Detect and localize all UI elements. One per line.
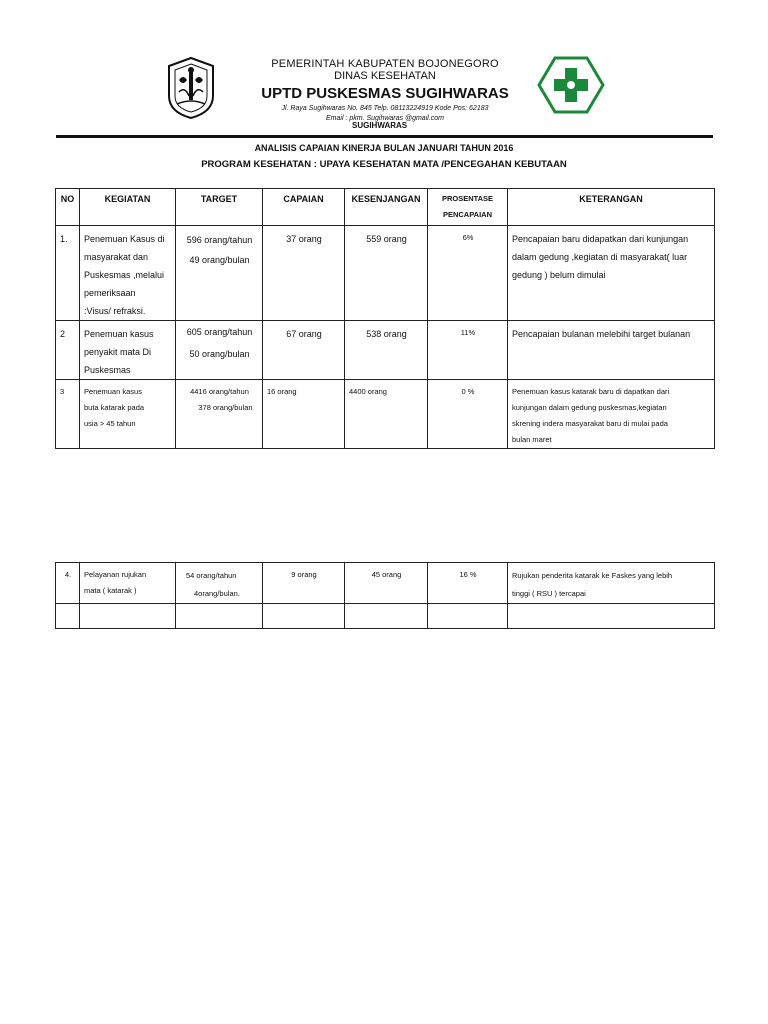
row3-keterangan xyxy=(508,380,715,449)
row4-target-month: 4orang/bulan. xyxy=(194,589,240,598)
row1-kegiatan-line: masyarakat dan xyxy=(84,252,149,262)
row1-kegiatan-line: Penemuan Kasus di xyxy=(84,234,165,244)
header-keterangan: KETERANGAN xyxy=(508,189,715,226)
row1-capaian: 37 orang xyxy=(263,226,345,321)
table-header-row xyxy=(56,189,715,226)
row1-keterangan-line: Pencapaian baru didapatkan dari kunjungan xyxy=(512,234,689,244)
row2-keterangan xyxy=(508,321,715,380)
row4-no: 4. xyxy=(56,563,80,604)
row4-kegiatan xyxy=(80,563,176,604)
empty-cell xyxy=(176,604,263,629)
empty-cell xyxy=(428,604,508,629)
row1-prosentase: 6% xyxy=(428,226,508,321)
row4-kesenjangan: 45 orang xyxy=(345,563,428,604)
header-kegiatan: KEGIATAN xyxy=(80,189,176,226)
row3-kegiatan xyxy=(80,380,176,449)
empty-cell xyxy=(508,604,715,629)
header-divider xyxy=(56,135,713,138)
performance-table-continued xyxy=(55,562,715,629)
header-capaian: CAPAIAN xyxy=(263,189,345,226)
row2-kegiatan-line: Penemuan kasus xyxy=(84,329,154,339)
row1-target-month: 49 orang/bulan xyxy=(189,255,250,265)
row1-keterangan-line: gedung ) belum dimulai xyxy=(512,270,606,280)
row1-kegiatan xyxy=(80,226,176,321)
row2-capaian: 67 orang xyxy=(263,321,345,380)
letterhead xyxy=(230,58,540,124)
header-email: Email : pkm. Sugihwaras @gmail.com xyxy=(326,115,444,122)
header-town: SUGIHWARAS xyxy=(352,121,408,130)
row2-target-year: 605 orang/tahun xyxy=(186,327,253,337)
header-prosentase-line2: PENCAPAIAN xyxy=(442,210,493,219)
row4-target xyxy=(176,563,263,604)
row1-kegiatan-line: :Visus/ refraksi. xyxy=(84,306,146,316)
header-no: NO xyxy=(56,189,80,226)
empty-cell xyxy=(56,604,80,629)
row1-kegiatan-line: pemeriksaan xyxy=(84,288,136,298)
header-line2: DINAS KESEHATAN xyxy=(334,70,436,82)
row2-kegiatan-line: Puskesmas xyxy=(84,365,131,375)
row1-no: 1. xyxy=(56,226,80,321)
row1-kesenjangan: 559 orang xyxy=(345,226,428,321)
row4-kegiatan-line: mata ( katarak ) xyxy=(84,586,137,595)
empty-cell xyxy=(80,604,176,629)
row3-target xyxy=(176,380,263,449)
row3-kegiatan-line: buta katarak pada xyxy=(84,403,145,412)
row3-keterangan-line: bulan maret xyxy=(512,435,552,444)
row3-kegiatan-line: usia > 45 tahun xyxy=(84,419,136,428)
row3-capaian: 16 orang xyxy=(263,380,345,449)
row3-kesenjangan: 4400 orang xyxy=(345,380,428,449)
row2-prosentase: 11% xyxy=(428,321,508,380)
empty-cell xyxy=(263,604,345,629)
row1-keterangan-line: dalam gedung ,kegiatan di masyarakat( luar xyxy=(512,252,688,262)
row1-kegiatan-line: Puskesmas ,melalui xyxy=(84,270,165,280)
document-title: ANALISIS CAPAIAN KINERJA BULAN JANUARI TAHUN 2016 xyxy=(254,143,514,153)
row2-kesenjangan: 538 orang xyxy=(345,321,428,380)
row4-keterangan-line: Rujukan penderita katarak ke Faskes yang lebih xyxy=(512,571,673,580)
row4-target-year: 54 orang/tahun xyxy=(186,571,237,580)
header-prosentase-line1: PROSENTASE xyxy=(441,194,494,203)
row1-target-year: 596 orang/tahun xyxy=(186,235,253,245)
row2-kegiatan-line: penyakit mata Di xyxy=(84,347,152,357)
row4-prosentase: 16 % xyxy=(428,563,508,604)
health-cross-icon xyxy=(537,56,605,114)
table-row xyxy=(56,226,715,321)
row3-prosentase: 0 % xyxy=(428,380,508,449)
document-subtitle: PROGRAM KESEHATAN : UPAYA KESEHATAN MATA /PENCEGAHAN KEBUTAAN xyxy=(201,159,567,170)
bojonegoro-emblem-icon xyxy=(163,56,219,120)
row2-kegiatan xyxy=(80,321,176,380)
header-address: Jl. Raya Sugihwaras No. 845 Telp. 08113224919 Kode Pos: 62183 xyxy=(281,105,489,112)
row4-kegiatan-line: Pelayanan rujukan xyxy=(84,570,147,579)
table-row xyxy=(56,321,715,380)
header-prosentase xyxy=(428,189,508,226)
row2-target xyxy=(176,321,263,380)
row3-kegiatan-line: Penemuan kasus xyxy=(84,387,142,396)
row3-no: 3 xyxy=(56,380,80,449)
row2-target-month: 50 orang/bulan xyxy=(189,349,250,359)
row4-keterangan xyxy=(508,563,715,604)
row2-no: 2 xyxy=(56,321,80,380)
row3-keterangan-line: skrening indera masyarakat baru di mulai pada xyxy=(512,419,668,428)
row3-target-year: 4416 orang/tahun xyxy=(190,387,249,396)
row3-keterangan-line: kunjungan dalam gedung puskesmas,kegiatan xyxy=(512,403,667,412)
header-kesenjangan: KESENJANGAN xyxy=(345,189,428,226)
row1-target xyxy=(176,226,263,321)
row2-keterangan-line: Pencapaian bulanan melebihi target bulanan xyxy=(512,329,691,339)
performance-table xyxy=(55,188,715,449)
empty-cell xyxy=(345,604,428,629)
row4-capaian: 9 orang xyxy=(263,563,345,604)
row1-keterangan xyxy=(508,226,715,321)
row3-target-month: 378 orang/bulan xyxy=(198,403,253,412)
row3-keterangan-line: Penemuan kasus katarak baru di dapatkan dari xyxy=(512,387,670,396)
table-row xyxy=(56,380,715,449)
header-org: UPTD PUSKESMAS SUGIHWARAS xyxy=(261,85,509,102)
row4-keterangan-line: tinggi ( RSU ) tercapai xyxy=(512,589,586,598)
header-target: TARGET xyxy=(176,189,263,226)
header-line1: PEMERINTAH KABUPATEN BOJONEGORO xyxy=(271,58,499,70)
table-row xyxy=(56,563,715,604)
table-row-empty xyxy=(56,604,715,629)
